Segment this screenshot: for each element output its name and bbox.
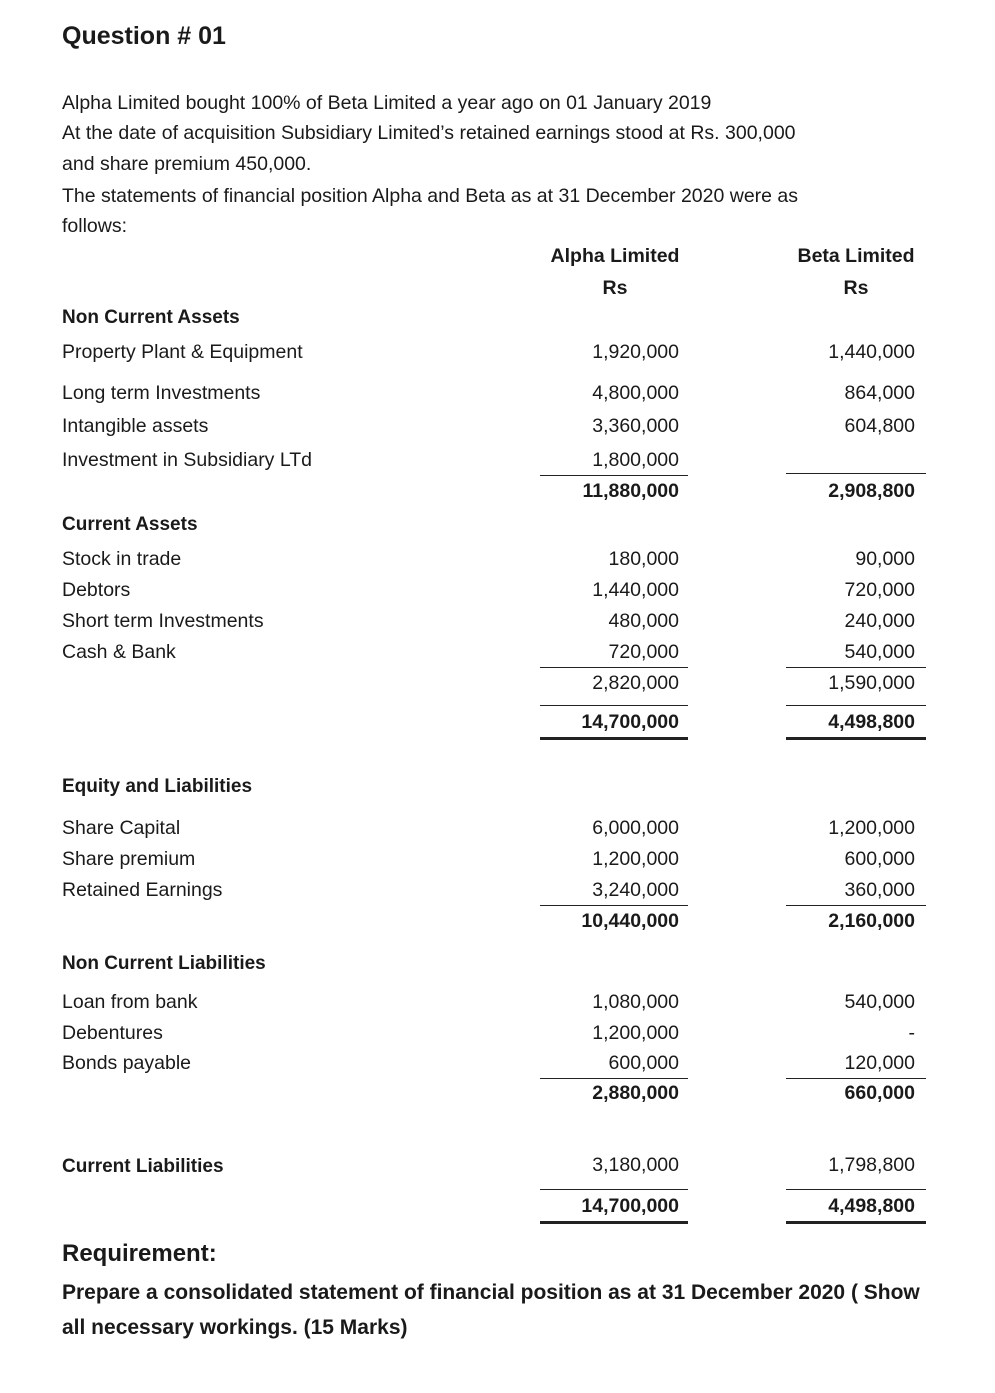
alpha-value: 720,000 (608, 641, 679, 663)
beta-value: 120,000 (844, 1052, 915, 1074)
alpha-value: 1,440,000 (592, 579, 679, 601)
subtotal-rule (786, 473, 926, 474)
beta-value: 1,440,000 (828, 341, 915, 363)
alpha-value: 4,800,000 (592, 382, 679, 404)
alpha-value: 1,200,000 (592, 1022, 679, 1044)
alpha-value: 1,800,000 (592, 449, 679, 471)
subtotal-rule (786, 1078, 926, 1079)
subtotal-rule (786, 705, 926, 706)
beta-current-assets-total: 1,590,000 (828, 672, 915, 694)
alpha-value: 480,000 (608, 610, 679, 632)
row-label: Debentures (62, 1022, 163, 1044)
alpha-non-current-assets-total: 11,880,000 (582, 480, 679, 502)
beta-column-header: Beta Limited (797, 245, 915, 267)
row-label: Cash & Bank (62, 641, 176, 663)
beta-value: 1,200,000 (828, 817, 915, 839)
subtotal-rule (540, 1078, 688, 1079)
beta-non-current-liabilities-total: 660,000 (844, 1082, 915, 1104)
row-label: Retained Earnings (62, 879, 223, 901)
beta-value: 360,000 (844, 879, 915, 901)
subtotal-rule (540, 667, 688, 668)
row-label: Long term Investments (62, 382, 261, 404)
alpha-value: 3,240,000 (592, 879, 679, 901)
alpha-value: 600,000 (608, 1052, 679, 1074)
row-label: Debtors (62, 579, 131, 601)
non-current-liabilities-heading: Non Current Liabilities (62, 953, 266, 974)
intro-line: The statements of financial position Alpha and Beta as at 31 December 2020 were as (62, 185, 799, 207)
non-current-assets-heading: Non Current Assets (62, 307, 240, 328)
alpha-value: 180,000 (608, 548, 679, 570)
beta-value: 864,000 (844, 382, 915, 404)
alpha-total-assets: 14,700,000 (581, 711, 679, 733)
beta-value: 600,000 (844, 848, 915, 870)
double-rule (786, 1221, 926, 1224)
intro-line: follows: (62, 215, 128, 237)
double-rule (540, 737, 688, 740)
beta-value: 240,000 (844, 610, 915, 632)
equity-liabilities-heading: Equity and Liabilities (62, 776, 253, 797)
beta-total-equity-liabilities: 4,498,800 (828, 1195, 915, 1217)
row-label: Short term Investments (62, 610, 264, 632)
intro-line: Alpha Limited bought 100% of Beta Limited a year ago on 01 January 2019 (62, 92, 712, 114)
requirement-text: all necessary workings. (15 Marks) (62, 1316, 408, 1339)
alpha-current-assets-total: 2,820,000 (592, 672, 679, 694)
beta-value: 90,000 (855, 548, 915, 570)
alpha-value: 1,200,000 (592, 848, 679, 870)
double-rule (540, 1221, 688, 1224)
beta-value: - (908, 1022, 915, 1044)
subtotal-rule (540, 905, 688, 906)
beta-value: 604,800 (844, 415, 915, 437)
row-label: Stock in trade (62, 548, 182, 570)
subtotal-rule (786, 1189, 926, 1190)
row-label: Share premium (62, 848, 196, 870)
alpha-value: 1,920,000 (592, 341, 679, 363)
row-label: Share Capital (62, 817, 181, 839)
subtotal-rule (786, 667, 926, 668)
row-label: Investment in Subsidiary LTd (62, 449, 313, 471)
beta-column-unit: Rs (843, 277, 869, 299)
subtotal-rule (540, 1189, 688, 1190)
alpha-total-equity-liabilities: 14,700,000 (581, 1195, 679, 1217)
intro-line: and share premium 450,000. (62, 153, 312, 175)
beta-current-liabilities: 1,798,800 (828, 1154, 915, 1176)
alpha-current-liabilities: 3,180,000 (592, 1154, 679, 1176)
beta-value: 540,000 (844, 991, 915, 1013)
requirement-text: Prepare a consolidated statement of financial position as at 31 December 2020 ( Show (62, 1281, 920, 1304)
intro-line: At the date of acquisition Subsidiary Limited’s retained earnings stood at Rs. 300,000 (62, 122, 796, 144)
subtotal-rule (540, 705, 688, 706)
alpha-value: 3,360,000 (592, 415, 679, 437)
beta-value: 720,000 (844, 579, 915, 601)
alpha-non-current-liabilities-total: 2,880,000 (592, 1082, 679, 1104)
requirement-heading: Requirement: (62, 1240, 217, 1267)
alpha-column-header: Alpha Limited (550, 245, 680, 267)
row-label: Property Plant & Equipment (62, 341, 303, 363)
current-liabilities-heading: Current Liabilities (62, 1156, 224, 1177)
current-assets-heading: Current Assets (62, 514, 198, 535)
subtotal-rule (540, 475, 688, 476)
alpha-equity-total: 10,440,000 (581, 910, 679, 932)
beta-total-assets: 4,498,800 (828, 711, 915, 733)
alpha-column-unit: Rs (602, 277, 628, 299)
beta-non-current-assets-total: 2,908,800 (828, 480, 915, 502)
alpha-value: 6,000,000 (592, 817, 679, 839)
question-title: Question # 01 (62, 22, 226, 50)
row-label: Bonds payable (62, 1052, 192, 1074)
row-label: Intangible assets (62, 415, 209, 437)
double-rule (786, 737, 926, 740)
row-label: Loan from bank (62, 991, 198, 1013)
alpha-value: 1,080,000 (592, 991, 679, 1013)
subtotal-rule (786, 905, 926, 906)
beta-equity-total: 2,160,000 (828, 910, 915, 932)
beta-value: 540,000 (844, 641, 915, 663)
